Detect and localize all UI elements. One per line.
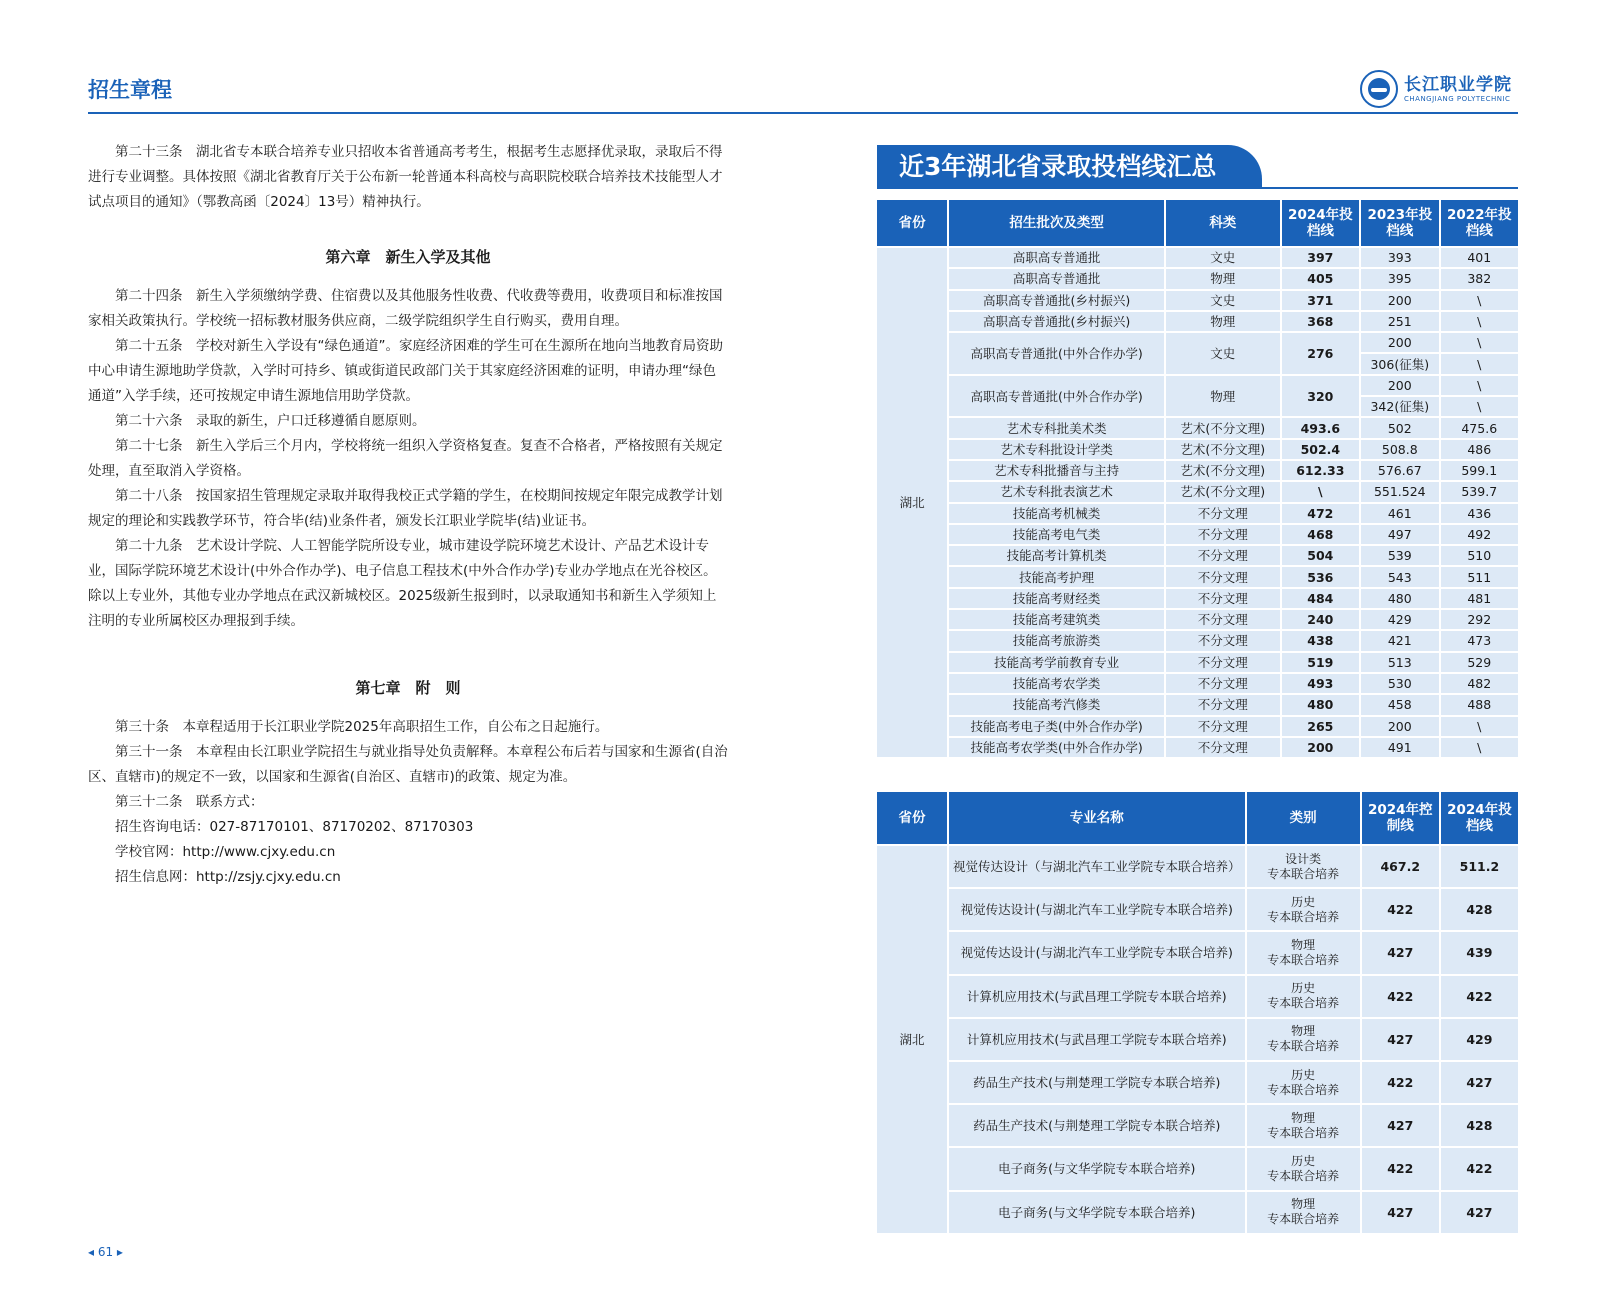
table-row xyxy=(877,589,1518,608)
batch-type-cell: 技能高考汽修类 xyxy=(949,695,1164,714)
category-type: 历史 xyxy=(1291,1153,1316,1168)
article-30: 第三十条 本章程适用于长江职业学院2025年高职招生工作，自公布之日起施行。 xyxy=(115,719,609,735)
header-2023-line: 2023年投档线 xyxy=(1361,200,1438,246)
category-mode: 专本联合培养 xyxy=(1267,909,1340,924)
score-2022-cell: 529 xyxy=(1441,653,1518,672)
subject-cell: 物理 xyxy=(1166,376,1280,417)
table-row xyxy=(877,610,1518,629)
score-2024-cell: 472 xyxy=(1282,504,1359,523)
score-2023-cell: 539 xyxy=(1361,546,1438,565)
subject-cell: 艺术(不分文理) xyxy=(1166,461,1280,480)
major-name-cell: 计算机应用技术(与武昌理工学院专本联合培养) xyxy=(949,976,1245,1017)
subject-cell: 艺术(不分文理) xyxy=(1166,418,1280,437)
category-type: 物理 xyxy=(1291,1024,1316,1039)
table-row xyxy=(877,525,1518,544)
article-23: 第二十三条 湖北省专本联合培养专业只招收本省普通高考考生，根据考生志愿择优录取，录取后不得进行专业调整。具体按照《湖北省教育厅关于公布新一轮普通本科高校与高职院校联合培养技术技能型人才试点项目的通知》（鄂教高函〔2024〕13号）精神执行。 xyxy=(88,144,723,210)
table-header-row xyxy=(877,200,1518,246)
cutoff-line-cell: 422 xyxy=(1441,976,1518,1017)
batch-type-cell: 高职高专普通批(乡村振兴) xyxy=(949,312,1164,331)
batch-type-cell: 技能高考建筑类 xyxy=(949,610,1164,629)
header-2024-line: 2024年投档线 xyxy=(1282,200,1359,246)
chapter-6-heading: 第六章 新生入学及其他 xyxy=(325,248,491,266)
control-line-cell: 427 xyxy=(1362,1192,1439,1233)
category-cell xyxy=(1247,846,1360,887)
admission-scores-table xyxy=(875,198,1520,759)
logo-name-cn: 长江职业学院 xyxy=(1404,75,1512,95)
subject-cell: 不分文理 xyxy=(1166,567,1280,586)
province-cell: 湖北 xyxy=(877,846,947,1233)
batch-type-cell: 高职高专普通批(中外合作办学) xyxy=(949,376,1164,417)
logo-name-en: CHANGJIANG POLYTECHNIC xyxy=(1404,95,1511,103)
college-emblem-icon xyxy=(1360,70,1398,108)
category-mode: 专本联合培养 xyxy=(1267,952,1340,967)
batch-type-cell: 技能高考学前教育专业 xyxy=(949,653,1164,672)
score-2023-cell: 551.524 xyxy=(1361,482,1438,501)
score-2023-cell: 530 xyxy=(1361,674,1438,693)
score-2022-cell: 382 xyxy=(1441,269,1518,288)
score-2022-cell: \ xyxy=(1441,717,1518,736)
score-2024-cell: 484 xyxy=(1282,589,1359,608)
score-2023-cell: 429 xyxy=(1361,610,1438,629)
category-cell xyxy=(1247,1019,1360,1060)
batch-type-cell: 高职高专普通批 xyxy=(949,248,1164,267)
batch-type-cell: 艺术专科批播音与主持 xyxy=(949,461,1164,480)
cutoff-line-cell: 427 xyxy=(1441,1062,1518,1103)
score-2024-cell: 612.33 xyxy=(1282,461,1359,480)
major-name-cell: 电子商务(与文华学院专本联合培养) xyxy=(949,1148,1245,1189)
score-2022-cell: 481 xyxy=(1441,589,1518,608)
score-2023-cell: 200 xyxy=(1361,291,1438,310)
header-province: 省份 xyxy=(877,200,947,246)
score-2024-cell: 276 xyxy=(1282,333,1359,374)
score-2022-cell: 473 xyxy=(1441,631,1518,650)
score-2022-cell: \ xyxy=(1441,738,1518,757)
major-name-cell: 视觉传达设计(与湖北汽车工业学院专本联合培养) xyxy=(949,932,1245,973)
major-name-cell: 药品生产技术(与荆楚理工学院专本联合培养) xyxy=(949,1062,1245,1103)
category-cell xyxy=(1247,889,1360,930)
category-cell xyxy=(1247,932,1360,973)
table-row xyxy=(877,504,1518,523)
article-26: 第二十六条 录取的新生，户口迁移遵循自愿原则。 xyxy=(115,413,426,429)
header-2024-cutoff-line: 2024年投档线 xyxy=(1441,792,1518,844)
logo-text xyxy=(1404,75,1512,103)
score-2022-cell: \ xyxy=(1441,312,1518,331)
left-column-text xyxy=(88,140,728,890)
category-cell xyxy=(1247,1105,1360,1146)
batch-type-cell: 高职高专普通批(乡村振兴) xyxy=(949,291,1164,310)
batch-type-cell: 技能高考护理 xyxy=(949,567,1164,586)
score-2023-cell: 543 xyxy=(1361,567,1438,586)
banner-underline xyxy=(877,187,1518,189)
control-line-cell: 427 xyxy=(1362,932,1439,973)
logo xyxy=(1360,68,1520,110)
header-category: 类别 xyxy=(1247,792,1360,844)
subject-cell: 物理 xyxy=(1166,269,1280,288)
table-row xyxy=(877,1019,1518,1060)
category-type: 历史 xyxy=(1291,894,1316,909)
category-mode: 专本联合培养 xyxy=(1267,1168,1340,1183)
control-line-cell: 422 xyxy=(1362,1148,1439,1189)
table-row xyxy=(877,461,1518,480)
table-row xyxy=(877,440,1518,459)
category-type: 物理 xyxy=(1291,1110,1316,1125)
table-row xyxy=(877,932,1518,973)
article-25: 第二十五条 学校对新生入学设有“绿色通道”。家庭经济困难的学生可在生源所在地向当地教育局资助中心申请生源地助学贷款，入学时可持乡、镇或街道民政部门关于其家庭经济困难的证明，申请办理“绿色通道”入学手续，还可按规定申请生源地信用助学贷款。 xyxy=(88,338,723,404)
score-2022-cell: 492 xyxy=(1441,525,1518,544)
score-2024-cell: 371 xyxy=(1282,291,1359,310)
subject-cell: 文史 xyxy=(1166,333,1280,374)
subject-cell: 不分文理 xyxy=(1166,738,1280,757)
batch-type-cell: 技能高考旅游类 xyxy=(949,631,1164,650)
batch-type-cell: 技能高考电子类(中外合作办学) xyxy=(949,717,1164,736)
category-type: 历史 xyxy=(1291,1067,1316,1082)
score-2023-cell: 497 xyxy=(1361,525,1438,544)
batch-type-cell: 艺术专科批设计学类 xyxy=(949,440,1164,459)
subject-cell: 不分文理 xyxy=(1166,674,1280,693)
table-row xyxy=(877,482,1518,501)
score-2023-cell: 491 xyxy=(1361,738,1438,757)
control-line-cell: 422 xyxy=(1362,1062,1439,1103)
table-row xyxy=(877,312,1518,331)
category-mode: 专本联合培养 xyxy=(1267,1039,1340,1054)
major-name-cell: 电子商务(与文华学院专本联合培养) xyxy=(949,1192,1245,1233)
table-row xyxy=(877,1062,1518,1103)
control-line-cell: 427 xyxy=(1362,1105,1439,1146)
score-2022-cell: \ xyxy=(1441,354,1518,373)
score-2022-cell: 599.1 xyxy=(1441,461,1518,480)
score-2023-cell: 200 xyxy=(1361,333,1438,352)
cutoff-line-cell: 422 xyxy=(1441,1148,1518,1189)
header-major: 专业名称 xyxy=(949,792,1245,844)
subject-cell: 不分文理 xyxy=(1166,695,1280,714)
score-2022-cell: \ xyxy=(1441,291,1518,310)
category-mode: 专本联合培养 xyxy=(1267,866,1340,881)
category-mode: 专本联合培养 xyxy=(1267,1082,1340,1097)
score-2023-cell: 393 xyxy=(1361,248,1438,267)
score-2023-cell: 200 xyxy=(1361,376,1438,395)
section-banner: 近3年湖北省录取投档线汇总 xyxy=(877,145,1262,189)
score-2024-cell: 480 xyxy=(1282,695,1359,714)
category-type: 物理 xyxy=(1291,937,1316,952)
category-type: 设计类 xyxy=(1285,851,1322,866)
score-2023-cell: 251 xyxy=(1361,312,1438,331)
score-2023-cell: 200 xyxy=(1361,717,1438,736)
score-2022-cell: 510 xyxy=(1441,546,1518,565)
score-2024-cell: 200 xyxy=(1282,738,1359,757)
batch-type-cell: 艺术专科批表演艺术 xyxy=(949,482,1164,501)
contact-phone: 招生咨询电话：027-87170101、87170202、87170303 xyxy=(115,819,474,835)
subject-cell: 不分文理 xyxy=(1166,610,1280,629)
batch-type-cell: 技能高考机械类 xyxy=(949,504,1164,523)
table-row xyxy=(877,674,1518,693)
table-row xyxy=(877,546,1518,565)
score-2024-cell: 468 xyxy=(1282,525,1359,544)
cutoff-line-cell: 429 xyxy=(1441,1019,1518,1060)
score-2024-cell: \ xyxy=(1282,482,1359,501)
table-row xyxy=(877,1105,1518,1146)
table-row xyxy=(877,846,1518,887)
article-31: 第三十一条 本章程由长江职业学院招生与就业指导处负责解释。本章程公布后若与国家和生源省(自治区、直辖市)的规定不一致，以国家和生源省(自治区、直辖市)的政策、规定为准。 xyxy=(88,744,728,785)
subject-cell: 不分文理 xyxy=(1166,546,1280,565)
subject-cell: 艺术(不分文理) xyxy=(1166,482,1280,501)
score-2022-cell: 486 xyxy=(1441,440,1518,459)
batch-type-cell: 艺术专科批美术类 xyxy=(949,418,1164,437)
category-mode: 专本联合培养 xyxy=(1267,1212,1340,1227)
score-2023-cell: 502 xyxy=(1361,418,1438,437)
score-2022-cell: \ xyxy=(1441,376,1518,395)
score-2024-cell: 536 xyxy=(1282,567,1359,586)
batch-type-cell: 技能高考电气类 xyxy=(949,525,1164,544)
score-2022-cell: \ xyxy=(1441,333,1518,352)
major-name-cell: 视觉传达设计(与湖北汽车工业学院专本联合培养) xyxy=(949,889,1245,930)
score-2023-cell: 508.8 xyxy=(1361,440,1438,459)
table-header-row xyxy=(877,792,1518,844)
article-27: 第二十七条 新生入学后三个月内，学校将统一组织入学资格复查。复查不合格者，严格按照有关规定处理，直至取消入学资格。 xyxy=(88,438,723,479)
category-cell xyxy=(1247,1192,1360,1233)
subject-cell: 不分文理 xyxy=(1166,717,1280,736)
cutoff-line-cell: 428 xyxy=(1441,889,1518,930)
table-row xyxy=(877,976,1518,1017)
page-number: ◂ 61 ▸ xyxy=(88,1245,123,1259)
table-row xyxy=(877,269,1518,288)
cutoff-line-cell: 439 xyxy=(1441,932,1518,973)
table-row xyxy=(877,653,1518,672)
score-2024-cell: 320 xyxy=(1282,376,1359,417)
subject-cell: 文史 xyxy=(1166,291,1280,310)
cutoff-line-cell: 427 xyxy=(1441,1192,1518,1233)
score-2023-cell: 421 xyxy=(1361,631,1438,650)
score-2022-cell: 436 xyxy=(1441,504,1518,523)
score-2022-cell: 475.6 xyxy=(1441,418,1518,437)
table-row xyxy=(877,333,1518,352)
score-2024-cell: 493.6 xyxy=(1282,418,1359,437)
batch-type-cell: 技能高考财经类 xyxy=(949,589,1164,608)
major-name-cell: 药品生产技术(与荆楚理工学院专本联合培养) xyxy=(949,1105,1245,1146)
score-2022-cell: \ xyxy=(1441,397,1518,416)
score-2023-cell: 461 xyxy=(1361,504,1438,523)
subject-cell: 不分文理 xyxy=(1166,525,1280,544)
category-type: 历史 xyxy=(1291,981,1316,996)
table-row xyxy=(877,889,1518,930)
score-2022-cell: 539.7 xyxy=(1441,482,1518,501)
table-row xyxy=(877,248,1518,267)
article-28: 第二十八条 按国家招生管理规定录取并取得我校正式学籍的学生，在校期间按规定年限完成教学计划规定的理论和实践教学环节，符合毕(结)业条件者，颁发长江职业学院毕(结)业证书。 xyxy=(88,488,723,529)
header-batch-type: 招生批次及类型 xyxy=(949,200,1164,246)
category-cell xyxy=(1247,976,1360,1017)
score-2022-cell: 292 xyxy=(1441,610,1518,629)
control-line-cell: 427 xyxy=(1362,1019,1439,1060)
major-name-cell: 计算机应用技术(与武昌理工学院专本联合培养) xyxy=(949,1019,1245,1060)
score-2023-cell: 480 xyxy=(1361,589,1438,608)
table-row xyxy=(877,1192,1518,1233)
article-32: 第三十二条 联系方式： xyxy=(115,794,264,810)
batch-type-cell: 高职高专普通批 xyxy=(949,269,1164,288)
table-row xyxy=(877,695,1518,714)
score-2022-cell: 511 xyxy=(1441,567,1518,586)
category-cell xyxy=(1247,1148,1360,1189)
subject-cell: 不分文理 xyxy=(1166,653,1280,672)
score-2024-cell: 265 xyxy=(1282,717,1359,736)
province-cell: 湖北 xyxy=(877,248,947,757)
article-24: 第二十四条 新生入学须缴纳学费、住宿费以及其他服务性收费、代收费等费用，收费项目和标准按国家相关政策执行。学校统一招标教材服务供应商，二级学院组织学生自行购买，费用自理。 xyxy=(88,288,723,329)
score-2024-cell: 240 xyxy=(1282,610,1359,629)
score-2024-cell: 493 xyxy=(1282,674,1359,693)
score-2023-cell: 458 xyxy=(1361,695,1438,714)
control-line-cell: 422 xyxy=(1362,976,1439,1017)
score-2024-cell: 502.4 xyxy=(1282,440,1359,459)
score-2023-cell: 342(征集) xyxy=(1361,397,1438,416)
table-row xyxy=(877,376,1518,395)
table-row xyxy=(877,418,1518,437)
control-line-cell: 422 xyxy=(1362,889,1439,930)
batch-type-cell: 高职高专普通批(中外合作办学) xyxy=(949,333,1164,374)
score-2022-cell: 401 xyxy=(1441,248,1518,267)
table-row xyxy=(877,567,1518,586)
major-name-cell: 视觉传达设计（与湖北汽车工业学院专本联合培养） xyxy=(949,846,1245,887)
contact-admission-site-link[interactable]: 招生信息网：http://zsjy.cjxy.edu.cn xyxy=(115,869,341,885)
score-2022-cell: 488 xyxy=(1441,695,1518,714)
contact-website-link[interactable]: 学校官网：http://www.cjxy.edu.cn xyxy=(115,844,336,860)
subject-cell: 不分文理 xyxy=(1166,631,1280,650)
score-2023-cell: 513 xyxy=(1361,653,1438,672)
subject-cell: 不分文理 xyxy=(1166,504,1280,523)
batch-type-cell: 技能高考农学类 xyxy=(949,674,1164,693)
score-2022-cell: 482 xyxy=(1441,674,1518,693)
score-2023-cell: 576.67 xyxy=(1361,461,1438,480)
header-2022-line: 2022年投档线 xyxy=(1441,200,1518,246)
table-row xyxy=(877,738,1518,757)
category-mode: 专本联合培养 xyxy=(1267,996,1340,1011)
control-line-cell: 467.2 xyxy=(1362,846,1439,887)
score-2024-cell: 519 xyxy=(1282,653,1359,672)
header-divider xyxy=(88,112,1518,114)
score-2023-cell: 306(征集) xyxy=(1361,354,1438,373)
category-type: 物理 xyxy=(1291,1197,1316,1212)
category-cell xyxy=(1247,1062,1360,1103)
score-2024-cell: 397 xyxy=(1282,248,1359,267)
score-2023-cell: 395 xyxy=(1361,269,1438,288)
page-header-title: 招生章程 xyxy=(88,78,172,102)
batch-type-cell: 技能高考农学类(中外合作办学) xyxy=(949,738,1164,757)
subject-cell: 不分文理 xyxy=(1166,589,1280,608)
subject-cell: 艺术(不分文理) xyxy=(1166,440,1280,459)
table-row xyxy=(877,631,1518,650)
subject-cell: 文史 xyxy=(1166,248,1280,267)
chapter-7-heading: 第七章 附 则 xyxy=(355,679,461,697)
subject-cell: 物理 xyxy=(1166,312,1280,331)
article-29: 第二十九条 艺术设计学院、人工智能学院所设专业，城市建设学院环境艺术设计、产品艺术设计专业，国际学院环境艺术设计(中外合作办学)、电子信息工程技术(中外合作办学)专业办学地点在光谷校区。除以上专业外，其他专业办学地点在武汉新城校区。2025级新生报到时，以录取通知书和新生入学须知上注明的专业所属校区办理报到手续。 xyxy=(88,538,717,629)
table-row xyxy=(877,1148,1518,1189)
joint-program-scores-table xyxy=(875,790,1520,1235)
score-2024-cell: 438 xyxy=(1282,631,1359,650)
header-2024-control-line: 2024年控制线 xyxy=(1362,792,1439,844)
score-2024-cell: 504 xyxy=(1282,546,1359,565)
category-mode: 专本联合培养 xyxy=(1267,1125,1340,1140)
header-province: 省份 xyxy=(877,792,947,844)
score-2024-cell: 368 xyxy=(1282,312,1359,331)
header-subject: 科类 xyxy=(1166,200,1280,246)
cutoff-line-cell: 428 xyxy=(1441,1105,1518,1146)
cutoff-line-cell: 511.2 xyxy=(1441,846,1518,887)
score-2024-cell: 405 xyxy=(1282,269,1359,288)
batch-type-cell: 技能高考计算机类 xyxy=(949,546,1164,565)
table-row xyxy=(877,717,1518,736)
table-row xyxy=(877,291,1518,310)
